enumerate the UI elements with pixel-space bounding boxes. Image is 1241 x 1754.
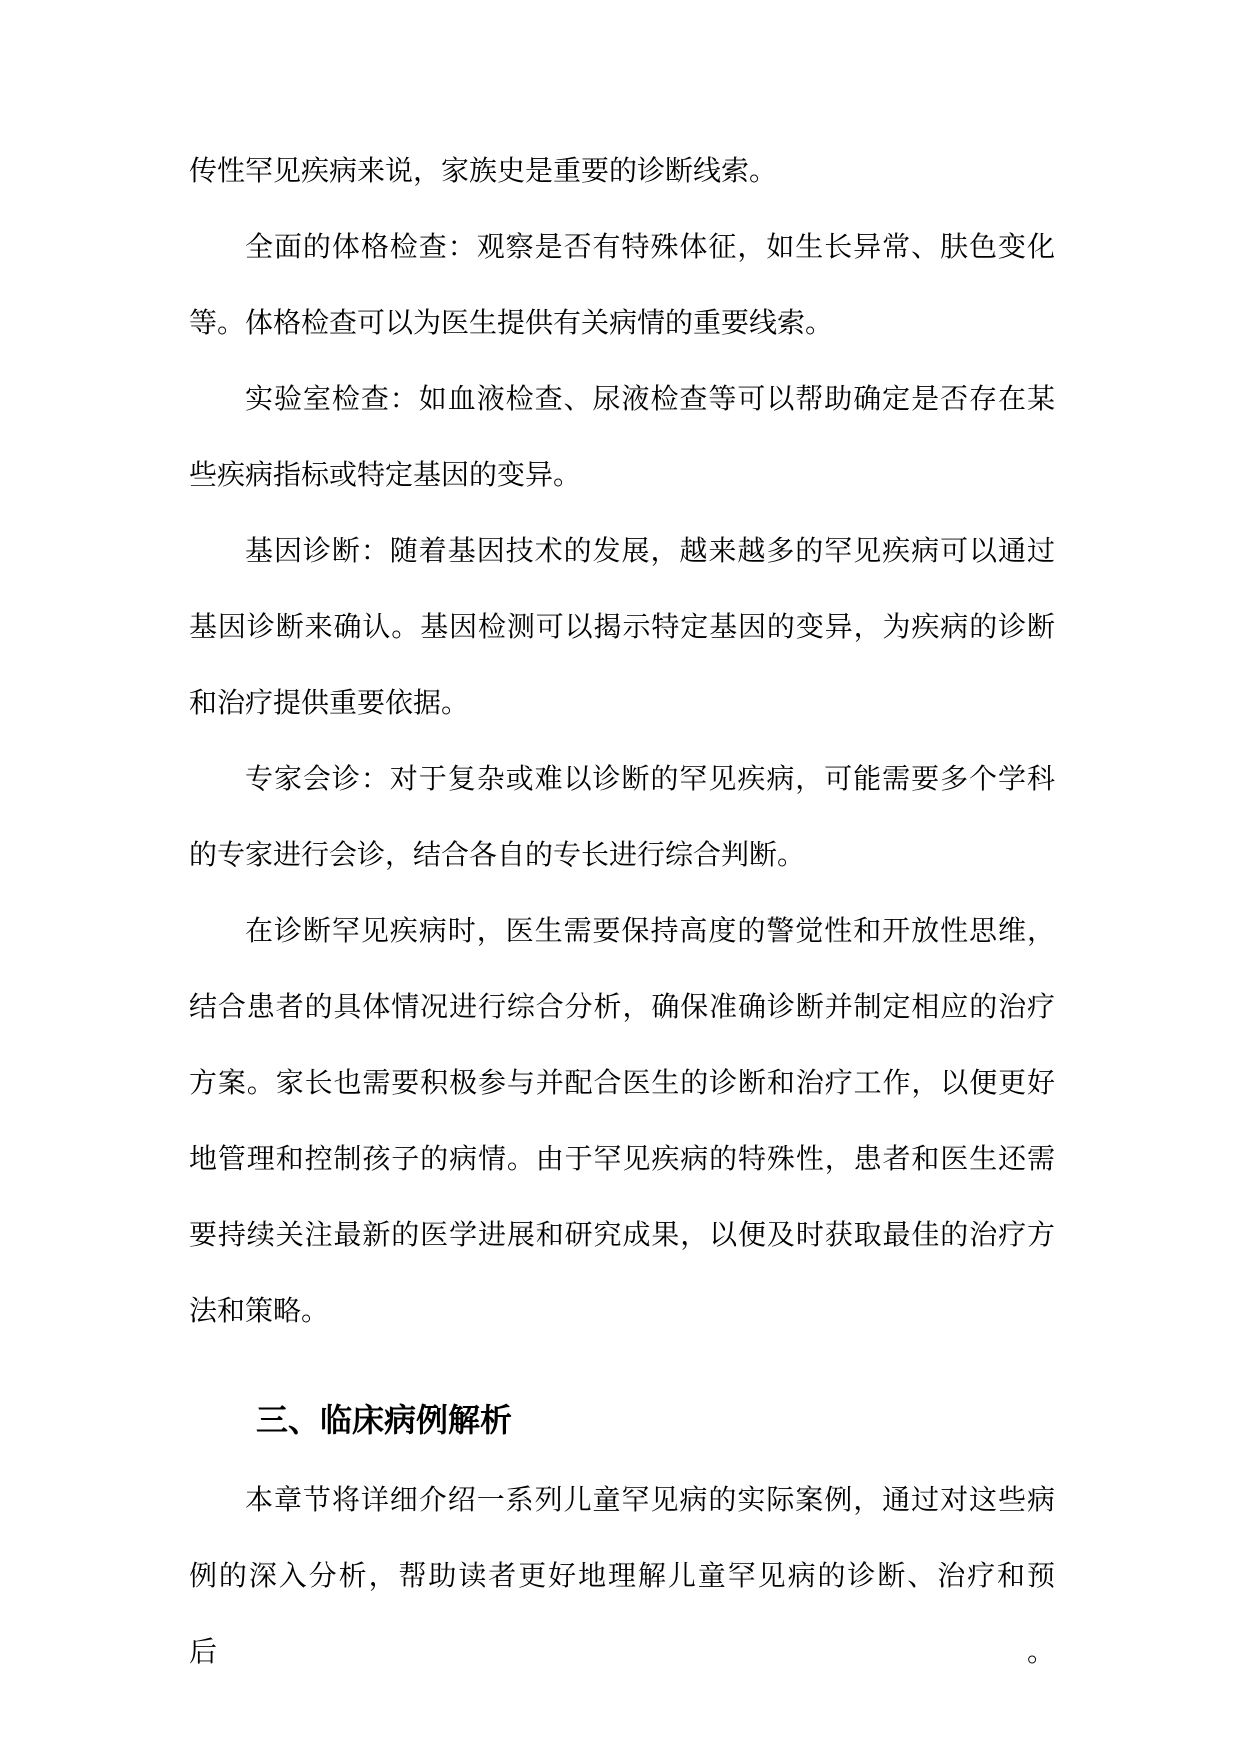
paragraph bbox=[189, 513, 1055, 741]
text-line: 本章节将详细介绍一系列儿童罕见病的实际案例，通过对这些病 bbox=[245, 1483, 1055, 1516]
text-line: 的专家进行会诊，结合各自的专长进行综合判断。 bbox=[189, 838, 806, 871]
text-line: 在诊断罕见疾病时，医生需要保持高度的警觉性和开放性思维， bbox=[245, 914, 1055, 947]
text-line: 结合患者的具体情况进行综合分析，确保准确诊断并制定相应的治疗 bbox=[189, 990, 1055, 1023]
text-line: 实验室检查：如血液检查、尿液检查等可以帮助确定是否存在某 bbox=[245, 382, 1055, 415]
text-line: 要持续关注最新的医学进展和研究成果，以便及时获取最佳的治疗方 bbox=[189, 1218, 1055, 1251]
body-text bbox=[189, 133, 1055, 1668]
paragraph bbox=[189, 741, 1055, 893]
text-line: 法和策略。 bbox=[189, 1294, 330, 1327]
paragraph bbox=[189, 361, 1055, 513]
section-heading: 三、临床病例解析 bbox=[256, 1401, 513, 1439]
paragraph bbox=[189, 209, 1055, 361]
text-line: 传性罕见疾病来说，家族史是重要的诊断线索。 bbox=[189, 154, 778, 187]
text-line: 方案。家长也需要积极参与并配合医生的诊断和治疗工作，以便更好 bbox=[189, 1066, 1055, 1099]
text-line: 等。体格检查可以为医生提供有关病情的重要线索。 bbox=[189, 306, 834, 339]
text-line: 全面的体格检查：观察是否有特殊体征，如生长异常、肤色变化 bbox=[245, 230, 1055, 263]
paragraph bbox=[189, 133, 1055, 209]
text-line: 例的深入分析，帮助读者更好地理解儿童罕见病的诊断、治疗和预后。 bbox=[189, 1559, 1055, 1668]
text-line: 些疾病指标或特定基因的变异。 bbox=[189, 458, 582, 491]
text-line: 专家会诊：对于复杂或难以诊断的罕见疾病，可能需要多个学科 bbox=[245, 762, 1055, 795]
text-line: 和治疗提供重要依据。 bbox=[189, 686, 470, 719]
text-line: 基因诊断来确认。基因检测可以揭示特定基因的变异，为疾病的诊断 bbox=[189, 610, 1055, 643]
text-line: 基因诊断：随着基因技术的发展，越来越多的罕见疾病可以通过 bbox=[245, 534, 1055, 567]
paragraph bbox=[189, 1462, 1055, 1668]
paragraph bbox=[189, 893, 1055, 1349]
text-line: 地管理和控制孩子的病情。由于罕见疾病的特殊性，患者和医生还需 bbox=[189, 1142, 1055, 1175]
